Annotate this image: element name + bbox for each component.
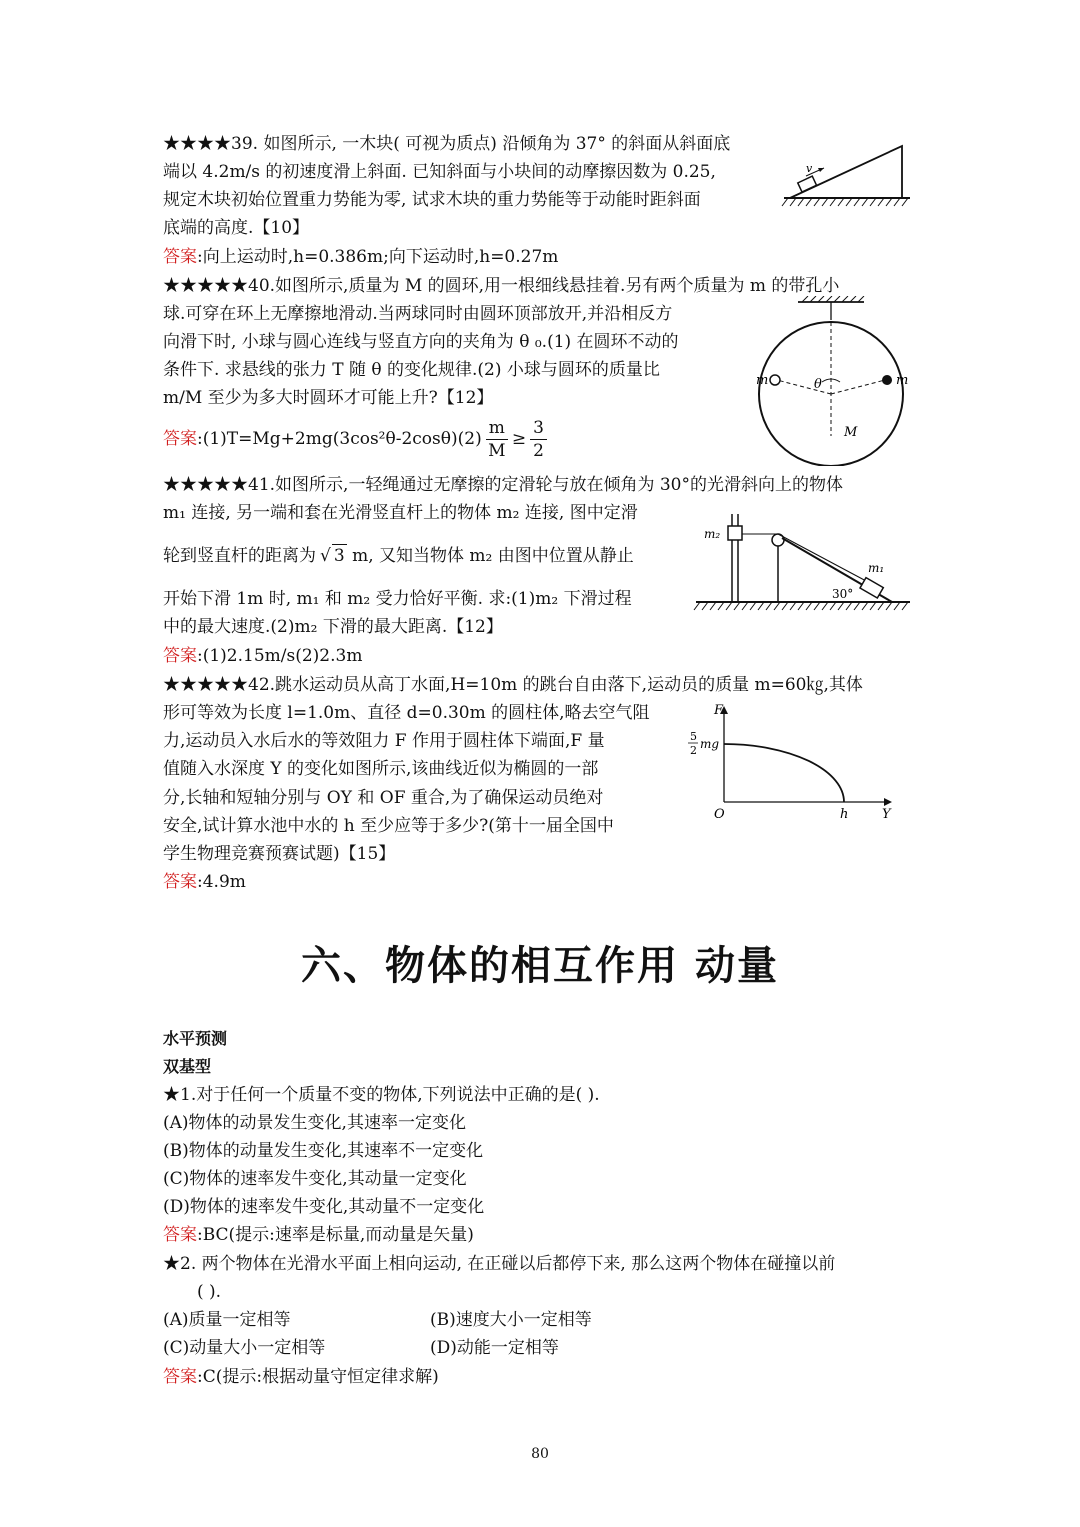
m2-label: m₂ [704, 527, 721, 541]
answer-label: 答案 [163, 1225, 197, 1245]
answer-text: :向上运动时,h=0.386m;向下运动时,h=0.27m [197, 247, 559, 267]
answer-text: :(1)T=Mg+2mg(3cos²θ-2cosθ)(2) [197, 429, 482, 449]
answer-label: 答案 [163, 429, 197, 449]
q42-line-7: 学生物理竞赛预赛试题)【15】 [163, 844, 396, 864]
q39-line-2: 端以 4.2m/s 的初速度滑上斜面. 已知斜面与小块间的动摩擦因数为 0.25, [163, 162, 716, 182]
q40-line-1: ★★★★★40.如图所示,质量为 M 的圆环,用一根细线悬挂着.另有两个质量为 m 的带孔小 [163, 276, 840, 296]
q40-answer [163, 417, 551, 462]
q41-line-1: ★★★★★41.如图所示,一轻绳通过无摩擦的定滑轮与放在倾角为 30°的光滑斜向上的物体 [163, 475, 843, 495]
theta-label: θ [814, 377, 822, 392]
q42-line-4: 值随入水深度 Y 的变化如图所示,该曲线近似为椭圆的一部 [163, 759, 599, 779]
q1-option-b: (B)物体的动量发生变化,其速率不一定变化 [163, 1141, 484, 1161]
q39-line-4: 底端的高度.【10】 [163, 218, 310, 238]
page-number: 80 [531, 1446, 549, 1462]
q40-line-2: 球.可穿在环上无摩擦地滑动.当两球同时由圆环顶部放开,并沿相反方 [163, 304, 673, 324]
origin-O-label: O [714, 807, 725, 822]
q1-option-d: (D)物体的速率发牛变化,其动量不一定变化 [163, 1197, 485, 1217]
frac-den: M [488, 441, 506, 461]
sqrt-value: 3 [333, 546, 345, 566]
chapter-title: 六、物体的相互作用 动量 [301, 943, 779, 989]
section-title-basic-type: 双基型 [163, 1057, 212, 1076]
q42-line-5: 分,长轴和短轴分别与 OY 和 OF 重合,为了确保运动员绝对 [163, 788, 604, 808]
velocity-label: v [806, 162, 813, 175]
q1-answer [163, 1224, 474, 1246]
q42-line-3: 力,运动员入水后水的等效阻力 F 作用于圆柱体下端面,F 量 [163, 731, 605, 751]
frac-num: 3 [530, 417, 547, 440]
mg-label: mg [700, 737, 720, 751]
m1-label: m₁ [868, 561, 885, 575]
answer-label: 答案 [163, 247, 197, 267]
q39-answer [163, 246, 558, 268]
answer-text: :C(提示:根据动量守恒定律求解) [197, 1367, 439, 1387]
q40-line-3: 向滑下时, 小球与圆心连线与竖直方向的夹角为 θ ₀.(1) 在圆环不动的 [163, 332, 679, 352]
q39-line-1: ★★★★39. 如图所示, 一木块( 可视为质点) 沿倾角为 37° 的斜面从斜面底 [163, 134, 731, 154]
answer-text: :BC(提示:速率是标量,而动量是矢量) [197, 1225, 474, 1245]
frac-2-label: 2 [690, 744, 697, 757]
answer-text: :4.9m [197, 872, 246, 892]
q2-option-d: (D)动能一定相等 [430, 1338, 559, 1358]
incline-figure-q39 [780, 140, 915, 212]
q2-answer [163, 1366, 439, 1388]
q2-option-c: (C)动量大小一定相等 [163, 1338, 326, 1358]
answer-label: 答案 [163, 1367, 197, 1387]
q2-option-a: (A)质量一定相等 [163, 1310, 291, 1330]
pulley-figure-q41 [692, 508, 914, 618]
frac-5-label: 5 [690, 730, 697, 743]
q1-option-c: (C)物体的速率发牛变化,其动量一定变化 [163, 1169, 467, 1189]
q42-line-6: 安全,试计算水池中水的 h 至少应等于多少?(第十一届全国中 [163, 816, 614, 836]
q42-line-2: 形可等效为长度 l=1.0m、直径 d=0.30m 的圆柱体,略去空气阻 [163, 703, 650, 723]
fraction-3-over-2 [530, 417, 547, 462]
line3-text-b: m, 又知当物体 m₂ 由图中位置从静止 [346, 546, 634, 566]
mass-m-left-label: m [756, 373, 769, 388]
q1-option-a: (A)物体的动景发生变化,其速率一定变化 [163, 1113, 466, 1133]
angle-30-label: 30° [832, 587, 854, 601]
h-label: h [840, 807, 849, 822]
q41-line-4: 开始下滑 1m 时, m₁ 和 m₂ 受力恰好平衡. 求:(1)m₂ 下滑过程 [163, 589, 632, 609]
q1-stem: ★1.对于任何一个质量不变的物体,下列说法中正确的是( ). [163, 1085, 600, 1105]
q2-stem: ★2. 两个物体在光滑水平面上相向运动, 在正碰以后都停下来, 那么这两个物体在碰撞以前 [163, 1254, 836, 1274]
q40-line-5: m/M 至少为多大时圆环才可能上升?【12】 [163, 388, 494, 408]
q41-answer [163, 645, 362, 667]
mass-m-right-label: m [896, 373, 909, 388]
q39-line-3: 规定木块初始位置重力势能为零, 试求木块的重力势能等于动能时距斜面 [163, 190, 701, 210]
frac-den: 2 [533, 441, 544, 461]
ring-figure-q40 [752, 296, 912, 466]
q41-line-5: 中的最大速度.(2)m₂ 下滑的最大距离.【12】 [163, 617, 503, 637]
section-title-level-forecast: 水平预测 [163, 1029, 228, 1048]
axis-F-label: F [714, 703, 724, 718]
q41-line-3: 轮到竖直杆的距离为 √ 3 m, 又知当物体 m₂ 由图中位置从静止 [163, 546, 634, 566]
frac-num: m [486, 417, 508, 440]
q42-answer [163, 871, 246, 893]
answer-label: 答案 [163, 646, 197, 666]
axis-Y-label: Y [882, 807, 891, 822]
geq-sign: ≥ [511, 429, 527, 449]
answer-text: :(1)2.15m/s(2)2.3m [197, 646, 363, 666]
q2-stem-blank: ( ). [197, 1282, 222, 1302]
q42-line-1: ★★★★★42.跳水运动员从高丁水面,H=10m 的跳台自由落下,运动员的质量 m=60㎏,其体 [163, 675, 863, 695]
answer-label: 答案 [163, 872, 197, 892]
q2-option-b: (B)速度大小一定相等 [430, 1310, 592, 1330]
fraction-m-over-M [486, 417, 508, 462]
mass-M-label: M [844, 425, 858, 440]
line3-text-a: 轮到竖直杆的距离为 [163, 546, 316, 566]
force-depth-graph-q42 [684, 698, 898, 824]
q40-line-4: 条件下. 求悬线的张力 T 随 θ 的变化规律.(2) 小球与圆环的质量比 [163, 360, 660, 380]
q41-line-2: m₁ 连接, 另一端和套在光滑竖直杆上的物体 m₂ 连接, 图中定滑 [163, 503, 638, 523]
